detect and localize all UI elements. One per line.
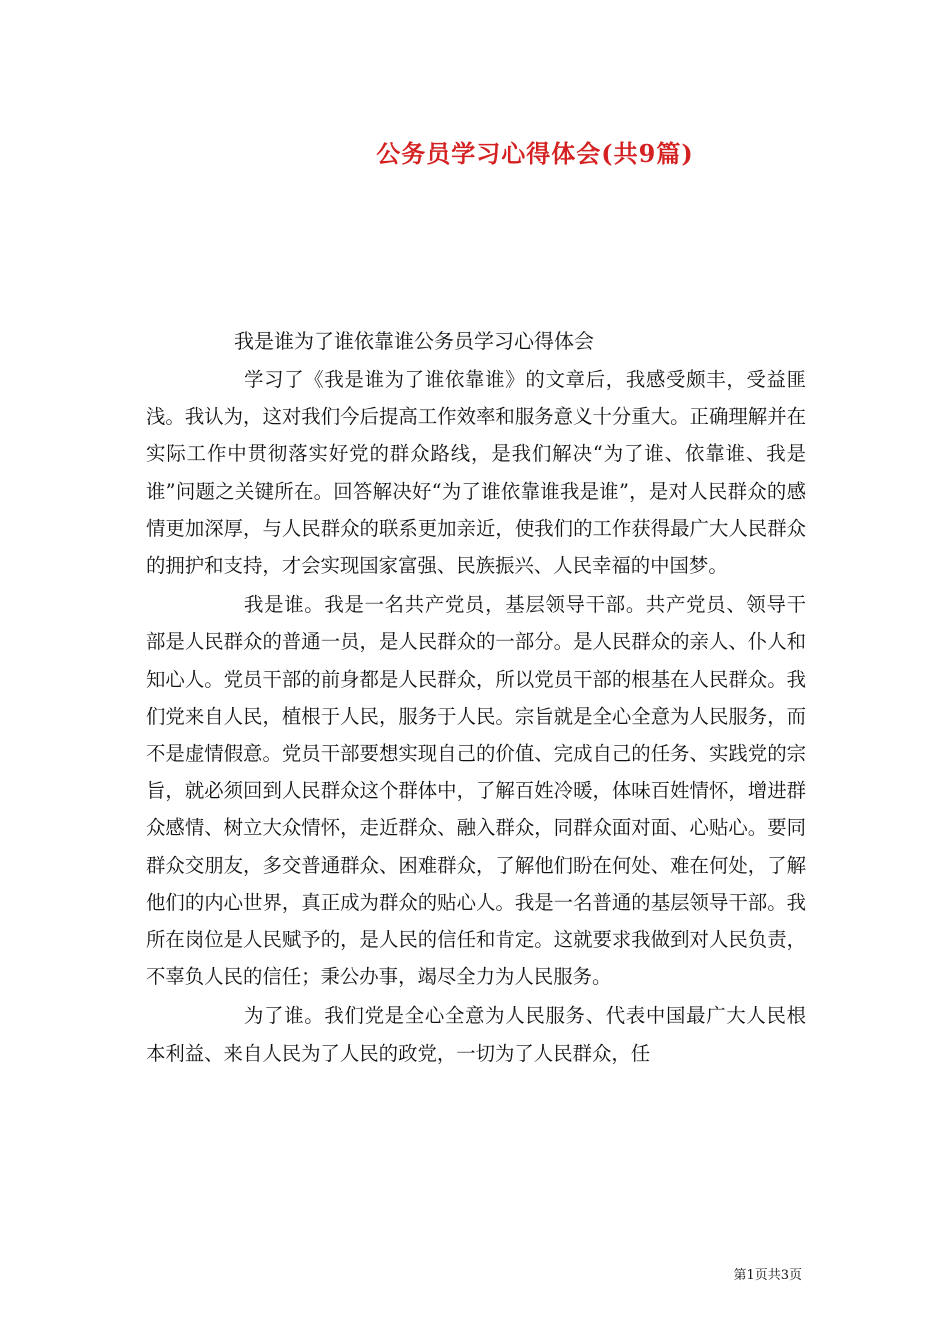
page-number-footer: 第1页共3页 (733, 1268, 802, 1283)
document-title: 公务员学习心得体会(共9篇) (376, 139, 694, 168)
paragraph-2: 我是谁。我是一名共产党员，基层领导干部。共产党员、领导干部是人民群众的普通一员，是人民群众的一部分。是人民群众的亲人、仆人和知心人。党员干部的前身都是人民群众，所以党员干部的根基在人民群众。我们党来自人民，植根于人民，服务于人民。宗旨就是全心全意为人民服务，而不是虚情假意。党员干部要想实现自己的价值、完成自己的任务、实践党的宗旨，就必须回到人民群众这个群体中，了解百姓冷暖，体味百姓情怀，增进群众感情、树立大众情怀，走近群众、融入群众，同群众面对面、心贴心。要同群众交朋友，多交普通群众、困难群众，了解他们盼在何处、难在何处，了解他们的内心世界，真正成为群众的贴心人。我是一名普通的基层领导干部。我所在岗位是人民赋予的，是人民的信任和肯定。这就要求我做到对人民负责，不辜负人民的信任；秉公办事，竭尽全力为人民服务。 (146, 593, 806, 989)
paragraph-3: 为了谁。我们党是全心全意为人民服务、代表中国最广大人民根本利益、来自人民为了人民的政党，一切为了人民群众，任 (146, 1004, 806, 1065)
article-subtitle: 我是谁为了谁依靠谁公务员学习心得体会 (234, 329, 594, 353)
article-body (146, 361, 806, 1074)
paragraph-1: 学习了《我是谁为了谁依靠谁》的文章后，我感受颇丰，受益匪浅。我认为，这对我们今后提高工作效率和服务意义十分重大。正确理解并在实际工作中贯彻落实好党的群众路线，是我们解决“为了谁、依靠谁、我是谁”问题之关键所在。回答解决好“为了谁依靠谁我是谁”，是对人民群众的感情更加深厚，与人民群众的联系更加亲近，使我们的工作获得最广大人民群众的拥护和支持，才会实现国家富强、民族振兴、人民幸福的中国梦。 (146, 368, 806, 578)
